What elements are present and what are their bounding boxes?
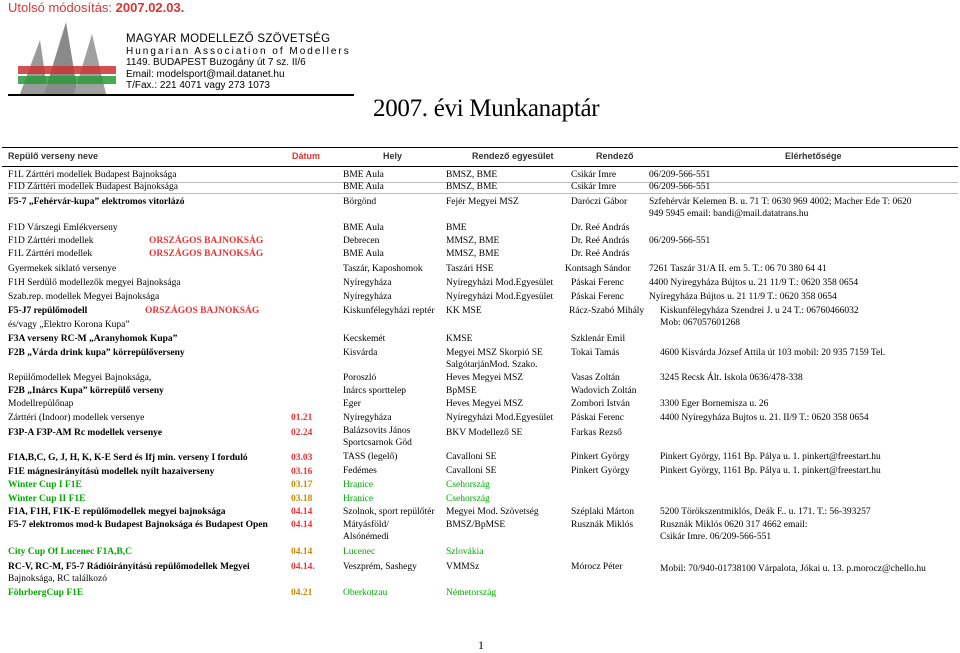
org-email: Email: modelsport@mail.datanet.hu (126, 68, 285, 80)
row-club: Megyei Mod. Szövetség (446, 507, 539, 517)
row-name-cont: Bajnoksága, RC találkozó (8, 574, 107, 584)
row-contact: 06/209-566-551 (649, 236, 711, 246)
row-name: Szab.rep. modellek Megyei Bajnoksága (8, 292, 160, 302)
row-name: Winter Cup I F1E (8, 480, 82, 490)
row-club: MMSZ, BME (446, 249, 500, 259)
row-place: Taszár, Kaposhomok (343, 264, 423, 274)
row-club: BMSZ, BME (446, 182, 498, 192)
row-name: F2B „Várda drink kupa” körrepülőverseny (8, 348, 185, 358)
row-date: 03.17 (291, 480, 313, 490)
last-updated: Utolsó módosítás: 2007.02.03. (8, 0, 185, 15)
row-name: F3P-A F3P-AM Rc modellek versenye (8, 428, 163, 438)
row-organizer: Dr. Reé András (571, 249, 630, 259)
championship-flag: ORSZÁGOS BAJNOKSÁG (149, 249, 264, 259)
row-organizer: Pinkert György (571, 466, 630, 476)
row-place: BME Aula (343, 249, 384, 259)
row-club: BMSZ/BpMSE (446, 520, 506, 530)
row-name: RC-V, RC-M, F5-7 Rádióirányítású repülőmodellek Megyei (8, 562, 250, 572)
row-organizer: Wadovich Zoltán (571, 386, 637, 396)
row-place: Balázsovits János (343, 426, 411, 436)
row-place: BME Aula (343, 170, 384, 180)
row-club: KMSE (446, 334, 473, 344)
header-divider (8, 94, 354, 96)
row-place: Szolnok, sport repülőtér (343, 507, 435, 517)
row-place: Hranice (343, 494, 374, 504)
row-place: Fedémes (343, 466, 377, 476)
row-organizer: Rusznák Miklós (571, 520, 634, 530)
row-date: 02.24 (291, 428, 313, 438)
row-name: F5-J7 repülőmodell (8, 306, 88, 316)
row-place: BME Aula (343, 182, 384, 192)
row-contact-cont: Mob: 067057601268 (660, 318, 740, 328)
org-name: MAGYAR MODELLEZŐ SZÖVETSÉG (126, 33, 331, 45)
row-organizer: Páskai Ferenc (571, 413, 625, 423)
row-name: F5-7 „Fehérvár-kupa” elektromos vitorlázó (8, 197, 185, 207)
row-name: F3A verseny RC-M „Aranyhomok Kupa” (8, 334, 178, 344)
row-contact: Pinkert György, 1161 Bp. Pálya u. 1. pinkert@freestart.hu (660, 466, 881, 476)
row-name-cont: és/vagy „Elektro Korona Kupa” (8, 320, 130, 330)
row-name: Gyermekek siklató versenye (8, 264, 117, 274)
row-contact: Nyíregyháza Bújtos u. 21 11/9 T.: 0620 358 0654 (649, 292, 837, 302)
row-contact: Pinkert György, 1161 Bp. Pálya u. 1. pinkert@freestart.hu (660, 452, 881, 462)
row-place: Börgönd (343, 197, 377, 207)
row-place: Lucenec (343, 547, 376, 557)
row-contact: 5200 Törökszentmiklós, Deák F.. u. 171. T.: 56-393257 (660, 507, 871, 517)
row-contact: Kiskunfélegyháza Szendrei J. u 24 T.: 06760466032 (660, 306, 859, 316)
row-contact: Mobil: 70/940-01738100 Várpalota, Jókai u. 13. p.morocz@chello.hu (660, 564, 926, 574)
col-header-club: Rendező egyesület (472, 151, 554, 161)
row-club: Megyei MSZ Skorpió SE (446, 348, 543, 358)
row-contact: 06/209-566-551 (649, 170, 711, 180)
row-contact-cont: Csikár Imre. 06/209-566-551 (660, 532, 772, 542)
row-club: Csehország (446, 480, 490, 490)
row-club: Fejér Megyei MSZ (446, 197, 519, 207)
row-date: 04.14 (291, 507, 313, 517)
row-organizer: Páskai Ferenc (571, 292, 625, 302)
row-club: Cavalloni SE (446, 452, 497, 462)
row-name: F1D Várszegi Emlékverseny (8, 223, 118, 233)
row-organizer: Tokai Tamás (571, 348, 620, 358)
row-place-cont: Alsónémedi (343, 532, 389, 542)
row-name: F1L Zárttéri modellek (8, 249, 93, 259)
row-place: BME Aula (343, 223, 384, 233)
col-header-organizer: Rendező (596, 151, 634, 161)
row-club: BpMSE (446, 386, 477, 396)
row-club: Nyíregyházi Mod.Egyesület (446, 413, 554, 423)
row-club: Németország (446, 588, 497, 598)
row-organizer: Dr. Reé András (571, 236, 630, 246)
col-header-place: Hely (383, 151, 403, 161)
organization-info (126, 34, 351, 92)
row-club: Szlovákia (446, 547, 484, 557)
row-place: Poroszló (343, 373, 377, 383)
row-name: F1H Serdülő modellezők megyei Bajnoksága (8, 278, 181, 288)
row-date: 04.21 (291, 588, 313, 598)
row-date: 01.21 (291, 413, 313, 423)
row-contact: 3245 Recsk Ált. Iskola 0636/478-338 (660, 373, 803, 383)
row-date: 04.14 (291, 547, 313, 557)
col-header-date: Dátum (292, 151, 321, 161)
row-organizer: Pinkert György (571, 452, 630, 462)
row-club: Taszári HSE (446, 264, 494, 274)
row-place: Kisvárda (343, 348, 378, 358)
row-club: Nyíregyházi Mod.Egyesület (446, 278, 554, 288)
row-name: Repülőmodellek Megyei Bajnoksága, (8, 373, 152, 383)
row-organizer: Csikár Imre (571, 170, 617, 180)
row-name: F2B „Inárcs Kupa” körrepülő verseny (8, 386, 164, 396)
row-place: Kiskunfélegyházi reptér (343, 306, 435, 316)
row-name: F5-7 elektromos mod-k Budapest Bajnoksága és Budapest Open (8, 520, 268, 530)
championship-flag: ORSZÁGOS BAJNOKSÁG (149, 236, 264, 246)
row-organizer: Vasas Zoltán (571, 373, 620, 383)
row-contact: Szfehérvár Kelemen B. u. 71 T: 0630 969 4002; Macher Ede T: 0620 (649, 197, 912, 207)
row-organizer: Zombori István (571, 399, 630, 409)
col-header-name: Repülő verseny neve (8, 151, 99, 161)
row-divider (8, 193, 958, 194)
association-logo (18, 20, 116, 96)
row-name: Zárttéri (Indoor) modellek versenye (8, 413, 145, 423)
row-place: Eger (343, 399, 361, 409)
row-name: F1A, F1H, F1K-E repülőmodellek megyei bajnoksága (8, 507, 226, 517)
row-place: Nyíregyháza (343, 413, 392, 423)
row-date: 03.18 (291, 494, 313, 504)
row-place: Nyíregyháza (343, 292, 392, 302)
row-name: F1D Zárttéri modellek (8, 236, 94, 246)
org-name-en: Hungarian Association of Modellers (126, 45, 351, 57)
row-club: Csehország (446, 494, 490, 504)
row-name: F1E mágnesirányítású modellek nyílt hazaiverseny (8, 467, 215, 477)
row-club: VMMSz (446, 562, 480, 572)
row-place: Veszprém, Sashegy (343, 562, 417, 572)
row-contact-cont: 949 5945 email: bandi@mail.datatrans.hu (649, 209, 809, 219)
row-name: Winter Cup II F1E (8, 494, 86, 504)
row-organizer: Széplaki Márton (571, 507, 635, 517)
row-name: Modellrepülőnap (8, 399, 74, 409)
row-club: Heves Megyei MSZ (446, 373, 524, 383)
row-club: Heves Megyei MSZ (446, 399, 524, 409)
org-phone: T/Fax.: 221 4071 vagy 273 1073 (126, 80, 270, 91)
row-name: F1A,B,C, G, J, H, K, K-E Serd és Ifj min. verseny I forduló (8, 453, 248, 463)
row-club: KK MSE (446, 306, 482, 316)
row-organizer: Daróczi Gábor (571, 197, 628, 207)
row-contact: 4400 Nyíregyháza Bujtos u. 21. II/9 T.: 0620 358 0654 (660, 413, 869, 423)
row-name: F1L Zárttéri modellek Budapest Bajnoksága (8, 170, 177, 180)
row-date: 04.14 (291, 520, 313, 530)
row-club: BKV Modellező SE (446, 428, 523, 438)
row-date: 04.14. (291, 562, 315, 572)
row-organizer: Farkas Rezső (571, 428, 622, 438)
row-place: Nyíregyháza (343, 278, 392, 288)
row-organizer: Szklenár Emil (571, 334, 626, 344)
col-header-contact: Elérhetősége (785, 151, 842, 161)
row-organizer: Páskai Ferenc (571, 278, 625, 288)
row-club: Nyíregyházi Mod.Egyesület (446, 292, 554, 302)
row-organizer: Dr. Reé András (571, 223, 630, 233)
page-title: 2007. évi Munkanaptár (373, 95, 600, 122)
championship-flag: ORSZÁGOS BAJNOKSÁG (145, 306, 260, 316)
row-club: BME (446, 223, 467, 233)
row-name: FöhrbergCup F1E (8, 588, 84, 598)
row-place: TASS (legelő) (343, 452, 398, 462)
row-place: Debrecen (343, 236, 380, 246)
row-club: MMSZ, BME (446, 236, 500, 246)
row-contact: 3300 Eger Bornemisza u. 26 (660, 399, 769, 409)
row-contact: Rusznák Miklós 0620 317 4662 email: (660, 520, 808, 530)
row-place: Inárcs sporttelep (343, 386, 407, 396)
row-place: Mátyásföld/ (343, 520, 389, 530)
row-contact: 06/209-566-551 (649, 182, 711, 192)
row-name: City Cup Of Lucenec F1A,B,C (8, 547, 133, 557)
row-club: Cavalloni SE (446, 466, 497, 476)
row-contact: 4600 Kisvárda József Attila út 103 mobil: 20 935 7159 Tel. (660, 348, 886, 358)
row-place: Oberkotzau (343, 588, 388, 598)
row-contact: 4400 Nyíregyháza Bújtos u. 21 11/9 T.: 0620 358 0654 (649, 278, 859, 288)
row-contact: 7261 Taszár 31/A II. em 5. T.: 06 70 380 64 41 (649, 264, 827, 274)
row-place: Kecskemét (343, 334, 386, 344)
row-date: 03.16 (291, 467, 313, 477)
row-place: Hranice (343, 480, 374, 490)
page-number: 1 (478, 638, 484, 652)
row-club-cont: SalgótarjánMod. Szako. (446, 360, 538, 370)
row-date: 03.03 (291, 453, 313, 463)
row-organizer: Mórocz Péter (571, 562, 623, 572)
org-address: 1149. BUDAPEST Buzogány út 7 sz. II/6 (126, 57, 306, 68)
row-organizer: Csikár Imre (571, 182, 617, 192)
row-club: BMSZ, BME (446, 170, 498, 180)
row-organizer: Kontsagh Sándor (565, 264, 631, 274)
row-organizer: Rácz-Szabó Mihály (569, 306, 645, 316)
row-place-cont: Sportcsarnok Göd (343, 438, 412, 448)
row-name: F1D Zárttéri modellek Budapest Bajnoksága (8, 182, 178, 192)
